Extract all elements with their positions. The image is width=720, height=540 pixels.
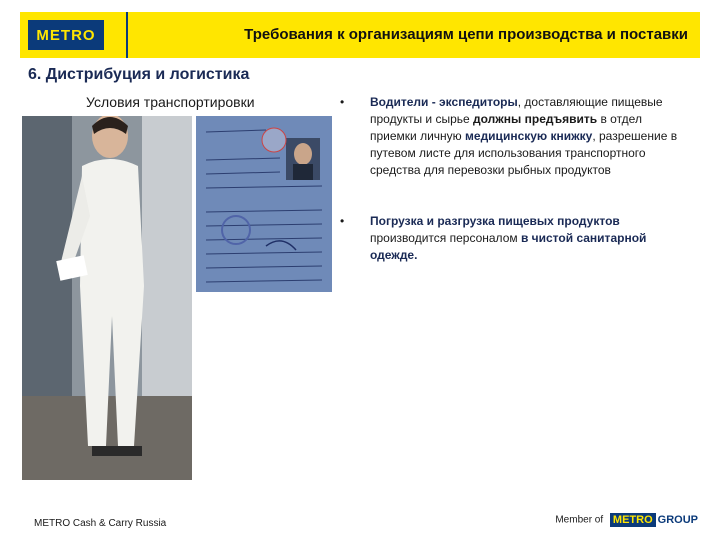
bullet-text-bold: Погрузка и разгрузка пищевых продуктов [370,214,620,228]
header-title: Требования к организациям цепи производства и поставки [244,26,688,43]
bullet-item [340,213,685,264]
header-divider [126,12,128,58]
bullet-text: производится персоналом [370,231,521,245]
photo-driver-illustration [22,116,192,480]
subtitle: Условия транспортировки [86,94,255,110]
bullet-text-bold: в чистой санитарной одежде. [370,231,647,262]
section-title: 6. Дистрибуция и логистика [28,66,250,83]
photo-medical-book [196,116,332,292]
footer-company: METRO Cash & Carry Russia [34,518,167,529]
bullet-list [340,94,685,264]
metro-logo-text: METRO [36,27,96,44]
bullet-dot: • [340,95,345,109]
footer-member-label: Member of [555,514,604,526]
bullet-text: , разрешение в путевом листе для использования транспортного средства для перевозки рыбных продуктов [370,129,678,177]
bullet-text-bold: должны предъявить [473,112,598,126]
photo-driver [22,116,192,480]
bullet-text-bold: медицинскую книжку [465,129,593,143]
bullet-dot: • [340,214,345,228]
metro-group-logo-a: METRO [610,513,656,527]
metro-group-logo [610,514,700,526]
metro-group-logo-b: GROUP [657,514,698,526]
bullet-text-bold: Водители - экспедиторы [370,95,518,109]
bullet-item [340,94,685,179]
bullet-text: в отдел приемки личную [370,112,642,143]
metro-logo [26,18,106,52]
footer-member [555,514,700,526]
photo-medical-book-illustration [196,116,332,292]
header-bar [20,12,700,58]
bullet-text: , доставляющие пищевые продукты и сырье [370,95,663,126]
